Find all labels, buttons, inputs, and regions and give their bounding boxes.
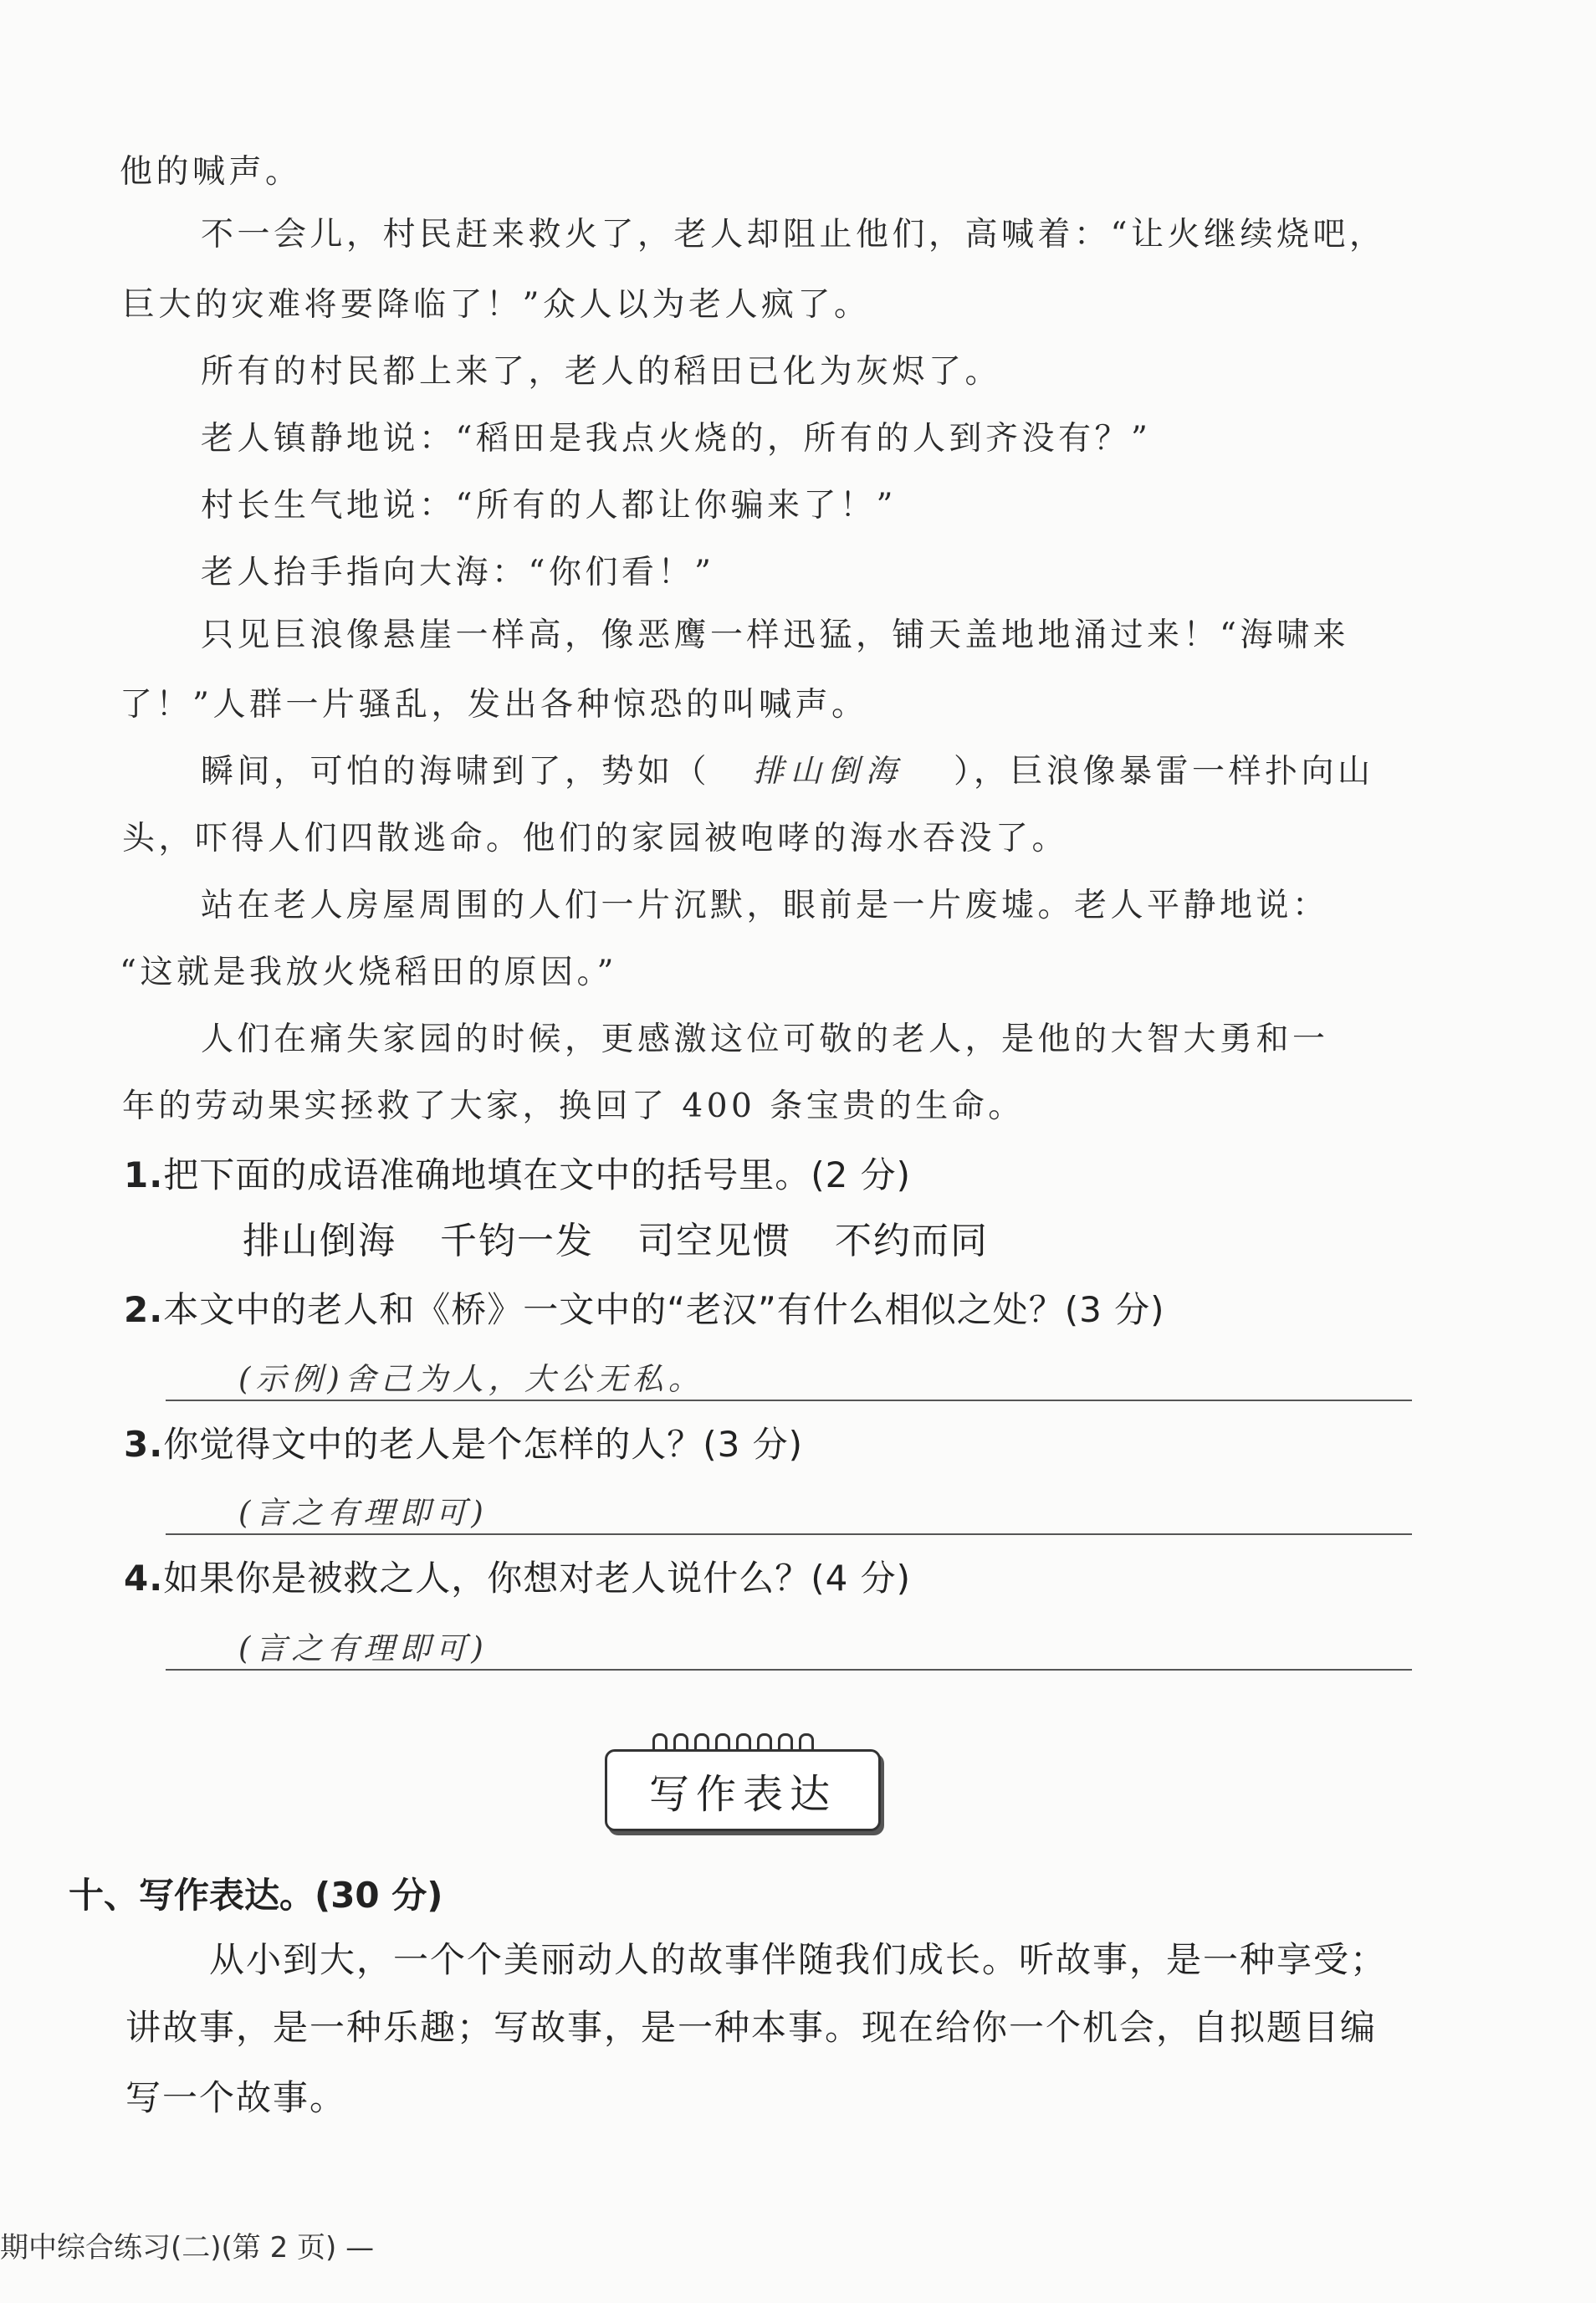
answer-4: (言之有理即可) — [238, 1630, 489, 1666]
story-line: “这就是我放火烧稻田的原因。” — [120, 954, 617, 991]
story-line: 所有的村民都上来了，老人的稻田已化为灰烬了。 — [201, 353, 1002, 391]
story-line: 站在老人房屋周围的人们一片沉默，眼前是一片废墟。老人平静地说： — [201, 887, 1329, 924]
prompt-line: 从小到大，一个个美丽动人的故事伴随我们成长。听故事，是一种享受； — [209, 1939, 1388, 1980]
prompt-line: 讲故事，是一种乐趣；写故事，是一种本事。现在给你一个机会，自拟题目编 — [125, 2007, 1378, 2048]
question-text: 把下面的成语准确地填在文中的括号里。(2 分) — [163, 1154, 912, 1195]
page-footer: 期中综合练习(二)(第 2 页) — — [0, 2231, 375, 2265]
idiom: 司空见惯 — [637, 1220, 791, 1262]
story-line: 头，吓得人们四散逃命。他们的家园被咆哮的海水吞没了。 — [122, 820, 1069, 857]
story-line: 巨大的灾难将要降临了！”众人以为老人疯了。 — [122, 286, 871, 324]
question-text: 你觉得文中的老人是个怎样的人？(3 分) — [163, 1424, 804, 1465]
story-line: 老人抬手指向大海：“你们看！” — [201, 554, 715, 591]
story-line: 他的喊声。 — [120, 153, 302, 191]
story-line: ），巨浪像暴雷一样扑向山 — [954, 753, 1374, 791]
question-1 — [124, 1154, 912, 1195]
question-number: 1. — [124, 1154, 164, 1195]
idiom: 不约而同 — [835, 1220, 989, 1262]
idiom-list — [243, 1220, 1032, 1262]
section-badge — [602, 1730, 878, 1830]
handwritten-blank-answer: 排山倒海 — [753, 753, 903, 789]
question-text: 本文中的老人和《桥》一文中的“老汉”有什么相似之处？(3 分) — [163, 1289, 1165, 1330]
answer-line — [166, 1669, 1412, 1671]
story-line: 人们在痛失家园的时候，更感激这位可敬的老人，是他的大智大勇和一 — [201, 1021, 1329, 1058]
story-line: 村长生气地说：“所有的人都让你骗来了！” — [201, 487, 897, 525]
question-2 — [124, 1289, 1165, 1330]
section-heading: 十、写作表达。(30 分) — [69, 1875, 443, 1916]
story-line: 只见巨浪像悬崖一样高，像恶鹰一样迅猛，铺天盖地地涌过来！“海啸来 — [201, 617, 1349, 654]
story-line: 年的劳动果实拯救了大家，换回了 400 条宝贵的生命。 — [122, 1088, 1025, 1125]
answer-line — [166, 1533, 1412, 1535]
story-line: 瞬间，可怕的海啸到了，势如（ — [201, 753, 711, 791]
prompt-line: 写一个故事。 — [125, 2077, 347, 2118]
badge-frame — [605, 1749, 881, 1831]
question-number: 4. — [124, 1558, 164, 1599]
answer-line — [166, 1400, 1412, 1401]
story-line: 不一会儿，村民赶来救火了，老人却阻止他们，高喊着：“让火继续烧吧， — [201, 216, 1386, 253]
question-4 — [124, 1558, 912, 1599]
question-3 — [124, 1424, 804, 1465]
idiom: 千钧一发 — [440, 1220, 594, 1262]
answer-2: (示例)舍己为人，大公无私。 — [238, 1361, 704, 1397]
question-text: 如果你是被救之人，你想对老人说什么？(4 分) — [163, 1558, 912, 1599]
story-line: 老人镇静地说：“稻田是我点火烧的，所有的人到齐没有？” — [201, 420, 1152, 458]
idiom: 排山倒海 — [243, 1220, 396, 1262]
question-number: 3. — [124, 1424, 164, 1465]
badge-label: 写作表达 — [648, 1770, 836, 1818]
answer-3: (言之有理即可) — [238, 1495, 489, 1531]
question-number: 2. — [124, 1289, 164, 1330]
story-line: 了！”人群一片骚乱，发出各种惊恐的叫喊声。 — [120, 686, 868, 724]
